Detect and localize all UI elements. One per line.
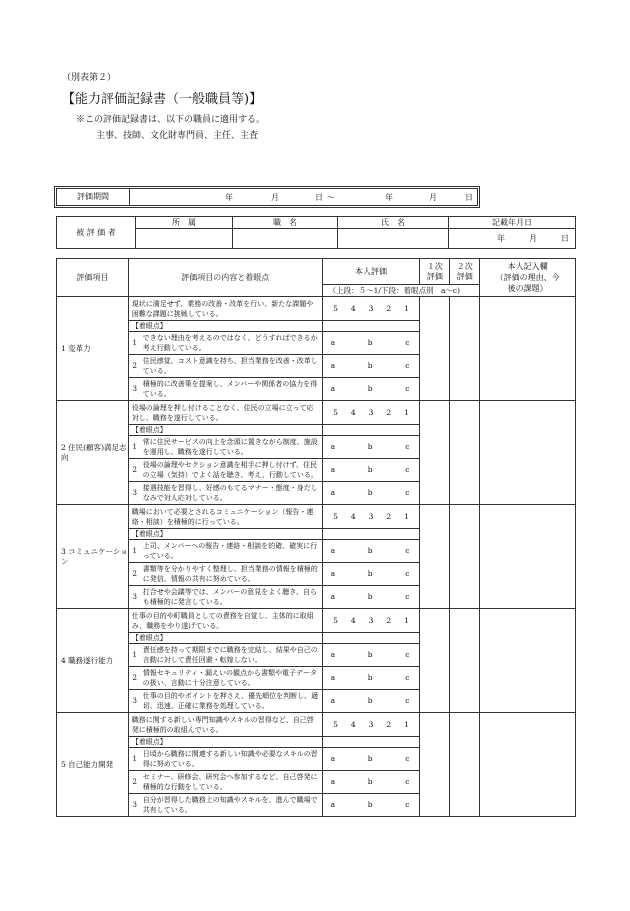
first-eval-cell[interactable] [420, 297, 450, 401]
category-main-description: 仕事の目的や町職員としての責務を自覚し、主体的に取組み、職務をやり遂げている。 [128, 609, 322, 633]
evaluation-period-box [56, 188, 478, 206]
score-option[interactable]: 5 [333, 303, 338, 313]
evaluatee-table [56, 216, 576, 249]
remarks-cell[interactable] [480, 297, 576, 401]
score-option[interactable]: 1 [404, 407, 409, 417]
keypoint-number: 2 [128, 563, 140, 586]
score-option[interactable]: 5 [333, 511, 338, 521]
affiliation-field[interactable] [136, 229, 233, 249]
score-scale[interactable] [322, 713, 420, 737]
abc-option[interactable]: a [330, 800, 336, 809]
abc-option[interactable]: b [367, 592, 373, 601]
abc-option[interactable]: a [330, 384, 336, 393]
abc-option[interactable]: c [405, 338, 410, 347]
keypoint-label: 【着眼点】 [128, 633, 322, 644]
abc-option[interactable]: a [330, 361, 336, 370]
abc-option[interactable]: a [330, 592, 336, 601]
keypoint-description: 責任感を持って期限までに職務を完結し、結果や自己の言動に対して責任回避・転嫁しない。 [141, 644, 322, 667]
abc-option[interactable]: c [405, 361, 410, 370]
period-end-year: 年 [385, 193, 393, 202]
category-name: 3 コミュニケーション [57, 505, 129, 609]
category-main-description: 職務に関する新しい専門知識やスキルの習得など、自己啓発に積極的の取組んでいる。 [128, 713, 322, 737]
keypoint-description: できない理由を考えるのではなく、どうすればできるか考え行動している。 [141, 332, 322, 355]
score-scale[interactable] [322, 505, 420, 529]
keypoint-number: 1 [128, 748, 140, 771]
applicability-note: ※この評価記録書は、以下の職員に適用する。 [76, 115, 266, 125]
second-eval-cell[interactable] [450, 505, 480, 609]
abc-option[interactable]: b [367, 569, 373, 578]
score-scale[interactable] [322, 297, 420, 321]
first-eval-cell[interactable] [420, 505, 450, 609]
abc-option[interactable]: c [405, 442, 410, 451]
evaluation-period-label: 評価期間 [57, 189, 130, 205]
abc-option[interactable]: c [405, 754, 410, 763]
abc-option[interactable]: c [405, 696, 410, 705]
period-start-month: 月 [271, 193, 279, 202]
abc-scale[interactable] [322, 667, 420, 690]
category-name: 5 自己能力開発 [57, 713, 129, 817]
entry-date-header: 記載年月日 [449, 217, 576, 229]
score-option[interactable]: 1 [404, 511, 409, 521]
abc-option[interactable]: a [330, 673, 336, 682]
abc-option[interactable]: b [367, 754, 373, 763]
header-item: 評価項目 [57, 259, 129, 297]
remarks-cell[interactable] [480, 401, 576, 505]
first-eval-cell[interactable] [420, 401, 450, 505]
keypoint-description: 積極的に改善策を提案し、メンバーや関係者の協力を得ている。 [141, 378, 322, 401]
score-option[interactable]: 1 [404, 615, 409, 625]
score-option[interactable]: 3 [368, 407, 374, 417]
remarks-cell[interactable] [480, 505, 576, 609]
keypoint-spacer [322, 425, 420, 436]
score-option[interactable]: 4 [350, 615, 356, 625]
keypoint-number: 1 [128, 644, 140, 667]
score-option[interactable]: 2 [386, 615, 392, 625]
entry-date-field[interactable]: 年 月 日 [449, 229, 576, 249]
score-option[interactable]: 4 [350, 511, 356, 521]
abc-scale[interactable] [322, 482, 420, 505]
header-scale-note: （上段：５〜1/下段：着眼点別 a〜c) [322, 285, 480, 297]
keypoint-description: 自分が習得した職務上の知識やスキルを、進んで職場で共有している。 [141, 794, 322, 817]
abc-option[interactable]: b [367, 465, 373, 474]
abc-option[interactable]: a [330, 546, 336, 555]
second-eval-cell[interactable] [450, 609, 480, 713]
keypoint-number: 2 [128, 459, 140, 482]
job-title-field[interactable] [233, 229, 338, 249]
abc-scale[interactable] [322, 355, 420, 378]
abc-scale[interactable] [322, 540, 420, 563]
abc-scale[interactable] [322, 459, 420, 482]
abc-option[interactable]: b [367, 442, 373, 451]
score-option[interactable]: 4 [350, 303, 356, 313]
score-option[interactable]: 2 [386, 303, 392, 313]
name-field[interactable] [338, 229, 449, 249]
abc-option[interactable]: b [367, 673, 373, 682]
abc-scale[interactable] [322, 563, 420, 586]
keypoint-description: 日頃から職務に関連する新しい知識や必要なスキルの習得に努めている。 [141, 748, 322, 771]
score-option[interactable]: 2 [386, 719, 392, 729]
remarks-cell[interactable] [480, 713, 576, 817]
document-title: 【能力評価記録書（一般職員等)】 [62, 92, 263, 107]
keypoint-number: 1 [128, 540, 140, 563]
score-option[interactable]: 3 [368, 719, 374, 729]
header-remarks: 本人記入欄 （評価の理由、今 後の課題） [480, 259, 576, 297]
abc-option[interactable]: c [405, 488, 410, 497]
abc-option[interactable]: b [367, 696, 373, 705]
keypoint-description: 常に住民サービスの向上を念頭に置きながら制度、施設を運用し、職務を遂行している。 [141, 436, 322, 459]
header-self-eval: 本人評価 [322, 259, 420, 285]
keypoint-spacer [322, 737, 420, 748]
abc-option[interactable]: a [330, 442, 336, 451]
header-content: 評価項目の内容と着眼点 [128, 259, 322, 297]
keypoint-description: 接遇技能を習得し、好感のもてるマナー・態度・身だしなみで対人応対している。 [141, 482, 322, 505]
applicable-positions: 主事、技師、文化財専門員、主任、主査 [96, 131, 259, 141]
evaluation-table [56, 258, 576, 817]
first-eval-cell[interactable] [420, 609, 450, 713]
score-option[interactable]: 4 [350, 407, 356, 417]
header-first-eval: １次 評価 [420, 259, 450, 285]
abc-option[interactable]: b [367, 338, 373, 347]
remarks-cell[interactable] [480, 609, 576, 713]
abc-option[interactable]: c [405, 777, 410, 786]
abc-option[interactable]: c [405, 650, 410, 659]
keypoint-number: 2 [128, 771, 140, 794]
abc-option[interactable]: a [330, 650, 336, 659]
keypoint-label: 【着眼点】 [128, 425, 322, 436]
score-option[interactable]: 2 [386, 511, 392, 521]
keypoint-description: 情報セキュリティ・漏えいの観点から書類や電子データの扱い、言動に十分注意している。 [141, 667, 322, 690]
abc-scale[interactable] [322, 644, 420, 667]
keypoint-number: 2 [128, 667, 140, 690]
score-scale[interactable] [322, 609, 420, 633]
score-option[interactable]: 3 [368, 511, 374, 521]
keypoint-description: 役場の論理やセクション意識を相手に押し付けず、住民の立場（気持）でよく話を聴き、考え、行動している。 [141, 459, 322, 482]
document-label: （別表第２） [62, 73, 117, 83]
score-option[interactable]: 3 [368, 303, 374, 313]
job-title-header: 職 名 [233, 217, 338, 229]
category-name: 4 職務遂行能力 [57, 609, 129, 713]
affiliation-header: 所 属 [136, 217, 233, 229]
abc-option[interactable]: b [367, 488, 373, 497]
keypoint-number: 3 [128, 586, 140, 609]
keypoint-number: 3 [128, 482, 140, 505]
score-option[interactable]: 5 [333, 615, 338, 625]
abc-option[interactable]: a [330, 754, 336, 763]
keypoint-description: 書類等を分かりやすく整理し、担当業務の情報を積極的に発信、情報の共有に努めている。 [141, 563, 322, 586]
period-start-year: 年 [225, 193, 233, 202]
abc-option[interactable]: c [405, 800, 410, 809]
period-tilde: 〜 [327, 193, 335, 202]
score-option[interactable]: 2 [386, 407, 392, 417]
abc-option[interactable]: b [367, 361, 373, 370]
abc-option[interactable]: a [330, 465, 336, 474]
period-start-day: 日 [315, 193, 323, 202]
second-eval-cell[interactable] [450, 401, 480, 505]
name-header: 氏 名 [338, 217, 449, 229]
keypoint-description: 仕事の目的やポイントを押さえ、優先順位を判断し、適切、迅速、正確に業務を処理している。 [141, 690, 322, 713]
abc-option[interactable]: c [405, 465, 410, 474]
keypoint-number: 3 [128, 378, 140, 401]
keypoint-number: 2 [128, 355, 140, 378]
category-name: 1 変革力 [57, 297, 129, 401]
keypoint-number: 1 [128, 332, 140, 355]
header-second-eval: ２次 評価 [450, 259, 480, 285]
abc-scale[interactable] [322, 690, 420, 713]
keypoint-label: 【着眼点】 [128, 737, 322, 748]
second-eval-cell[interactable] [450, 297, 480, 401]
keypoint-number: 3 [128, 794, 140, 817]
abc-option[interactable]: c [405, 546, 410, 555]
abc-scale[interactable] [322, 378, 420, 401]
abc-scale[interactable] [322, 771, 420, 794]
abc-option[interactable]: a [330, 338, 336, 347]
evaluatee-label: 被 評 価 者 [57, 217, 136, 249]
abc-scale[interactable] [322, 794, 420, 817]
abc-option[interactable]: c [405, 673, 410, 682]
abc-option[interactable]: a [330, 777, 336, 786]
score-option[interactable]: 1 [404, 719, 409, 729]
score-option[interactable]: 3 [368, 615, 374, 625]
abc-option[interactable]: b [367, 650, 373, 659]
abc-scale[interactable] [322, 436, 420, 459]
first-eval-cell[interactable] [420, 713, 450, 817]
abc-option[interactable]: a [330, 569, 336, 578]
second-eval-cell[interactable] [450, 713, 480, 817]
score-option[interactable]: 1 [404, 303, 409, 313]
abc-option[interactable]: a [330, 696, 336, 705]
abc-scale[interactable] [322, 748, 420, 771]
score-option[interactable]: 5 [333, 407, 338, 417]
keypoint-number: 1 [128, 436, 140, 459]
abc-scale[interactable] [322, 586, 420, 609]
keypoint-number: 3 [128, 690, 140, 713]
period-end-day: 日 [465, 193, 473, 202]
category-main-description: 役場の論理を押し付けることなく、住民の立場に立って応対し、職務を遂行している。 [128, 401, 322, 425]
abc-option[interactable]: b [367, 546, 373, 555]
abc-option[interactable]: c [405, 592, 410, 601]
keypoint-label: 【着眼点】 [128, 529, 322, 540]
period-end-month: 月 [429, 193, 437, 202]
category-main-description: 現状に満足せず、業務の改善・改革を行い、新たな課題や困難な課題に挑戦している。 [128, 297, 322, 321]
abc-option[interactable]: b [367, 800, 373, 809]
abc-option[interactable]: c [405, 569, 410, 578]
category-name: 2 住民(顧客)満足志向 [57, 401, 129, 505]
score-option[interactable]: 4 [350, 719, 356, 729]
abc-option[interactable]: a [330, 488, 336, 497]
keypoint-spacer [322, 321, 420, 332]
keypoint-label: 【着眼点】 [128, 321, 322, 332]
keypoint-description: 打合せや会議等では、メンバーの意見をよく聴き、自らも積極的に発言している。 [141, 586, 322, 609]
abc-scale[interactable] [322, 332, 420, 355]
score-scale[interactable] [322, 401, 420, 425]
keypoint-description: 住民感覚、コスト意識を持ち、担当業務を改善・改革している。 [141, 355, 322, 378]
keypoint-spacer [322, 633, 420, 644]
abc-option[interactable]: c [405, 384, 410, 393]
category-main-description: 職場において必要とされるコミュニケーション（報告・連絡・相談）を積極的に行っている。 [128, 505, 322, 529]
abc-option[interactable]: b [367, 384, 373, 393]
score-option[interactable]: 5 [333, 719, 338, 729]
keypoint-description: セミナー、研修会、研究会へ参加するなど、自己啓発に積極的な行動をしている。 [141, 771, 322, 794]
abc-option[interactable]: b [367, 777, 373, 786]
keypoint-spacer [322, 529, 420, 540]
keypoint-description: 上司、メンバーへの報告・連絡・相談を的確、確実に行っている。 [141, 540, 322, 563]
